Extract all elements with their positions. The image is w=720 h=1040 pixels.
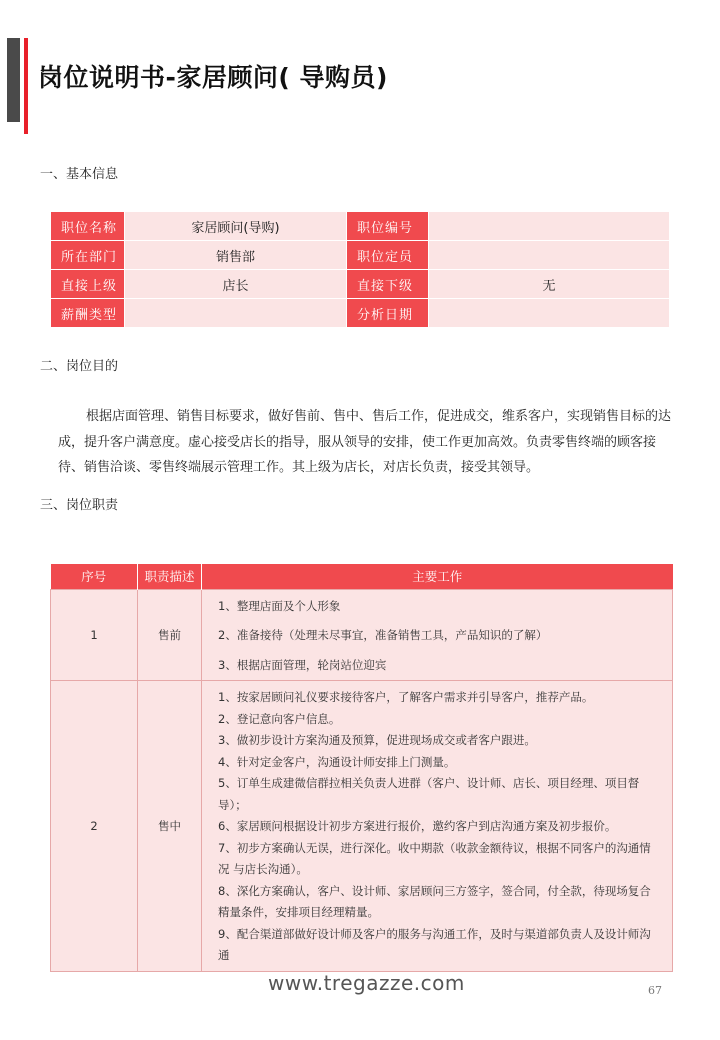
duty-number: 1 — [51, 589, 138, 681]
list-item: 7、初步方案确认无误，进行深化。收中期款（收款金额待议，根据不同客户的沟通情况 与店长沟通）。 — [218, 840, 651, 876]
info-label: 职位定员 — [347, 241, 429, 270]
duty-items — [202, 589, 673, 681]
list-item: 1、整理店面及个人形象 — [218, 598, 341, 613]
watermark: www.tregazze.com — [268, 971, 465, 995]
list-item: 5、订单生成建微信群拉相关负责人进群（客户、设计师、店长、项目经理、项目督导）； — [218, 776, 640, 812]
info-label: 薪酬类型 — [51, 299, 125, 328]
info-value: 无 — [429, 270, 670, 299]
duties-header-row — [51, 564, 673, 589]
page-number: 67 — [648, 984, 662, 997]
duty-number: 2 — [51, 681, 138, 972]
info-label: 职位名称 — [51, 212, 125, 241]
info-label: 直接下级 — [347, 270, 429, 299]
info-row — [51, 299, 670, 328]
info-row — [51, 270, 670, 299]
list-item: 4、针对定金客户，沟通设计师安排上门测量。 — [218, 754, 456, 769]
info-label: 分析日期 — [347, 299, 429, 328]
header-work: 主要工作 — [202, 564, 673, 589]
list-item: 2、准备接待（处理未尽事宜，准备销售工具，产品知识的了解） — [218, 628, 548, 642]
list-item: 8、深化方案确认，客户、设计师、家居顾问三方签字，签合同，付全款，待现场复合精量条件，安排项目经理精量。 — [218, 883, 651, 919]
info-row — [51, 241, 670, 270]
section-heading-purpose: 二、岗位目的 — [40, 359, 119, 374]
title-accent-bar-red — [24, 38, 28, 134]
duty-description: 售中 — [138, 681, 202, 972]
list-item: 2、登记意向客户信息。 — [218, 711, 341, 726]
info-label: 所在部门 — [51, 241, 125, 270]
info-label: 直接上级 — [51, 270, 125, 299]
list-item: 9、配合渠道部做好设计师及客户的服务与沟通工作，及时与渠道部负责人及设计师沟通 — [218, 926, 651, 962]
info-value — [125, 299, 347, 328]
header-no: 序号 — [51, 564, 138, 589]
duty-items — [202, 681, 673, 972]
info-value: 家居顾问(导购) — [125, 212, 347, 241]
table-row — [51, 589, 673, 681]
page-title: 岗位说明书-家居顾问( 导购员) — [38, 63, 388, 92]
info-value — [429, 212, 670, 241]
duties-table — [50, 564, 673, 972]
section-heading-basic-info: 一、基本信息 — [40, 167, 119, 182]
duty-description: 售前 — [138, 589, 202, 681]
table-row — [51, 681, 673, 972]
list-item: 6、家居顾问根据设计初步方案进行报价，邀约客户到店沟通方案及初步报价。 — [218, 819, 617, 833]
list-item: 3、根据店面管理，轮岗站位迎宾 — [218, 657, 387, 672]
list-item: 3、做初步设计方案沟通及预算，促进现场成交或者客户跟进。 — [218, 733, 536, 747]
section-heading-duties: 三、岗位职责 — [40, 498, 119, 513]
info-value: 销售部 — [125, 241, 347, 270]
purpose-paragraph: 根据店面管理、销售目标要求，做好售前、售中、售后工作，促进成交，维系客户，实现销售目标的达成，提升客户满意度。虚心接受店长的指导，服从领导的安排，使工作更加高效。负责零售终端的顾客接待、销售洽谈、零售终端展示管理工作。其上级为店长，对店长负责，接受其领导。 — [58, 409, 672, 475]
info-label: 职位编号 — [347, 212, 429, 241]
header-desc: 职责描述 — [138, 564, 202, 589]
title-accent-bar-gray — [7, 38, 20, 122]
info-row — [51, 212, 670, 241]
list-item: 1、按家居顾问礼仪要求接待客户，了解客户需求并引导客户，推荐产品。 — [218, 690, 594, 704]
basic-info-table — [50, 211, 670, 328]
info-value: 店长 — [125, 270, 347, 299]
info-value — [429, 299, 670, 328]
info-value — [429, 241, 670, 270]
